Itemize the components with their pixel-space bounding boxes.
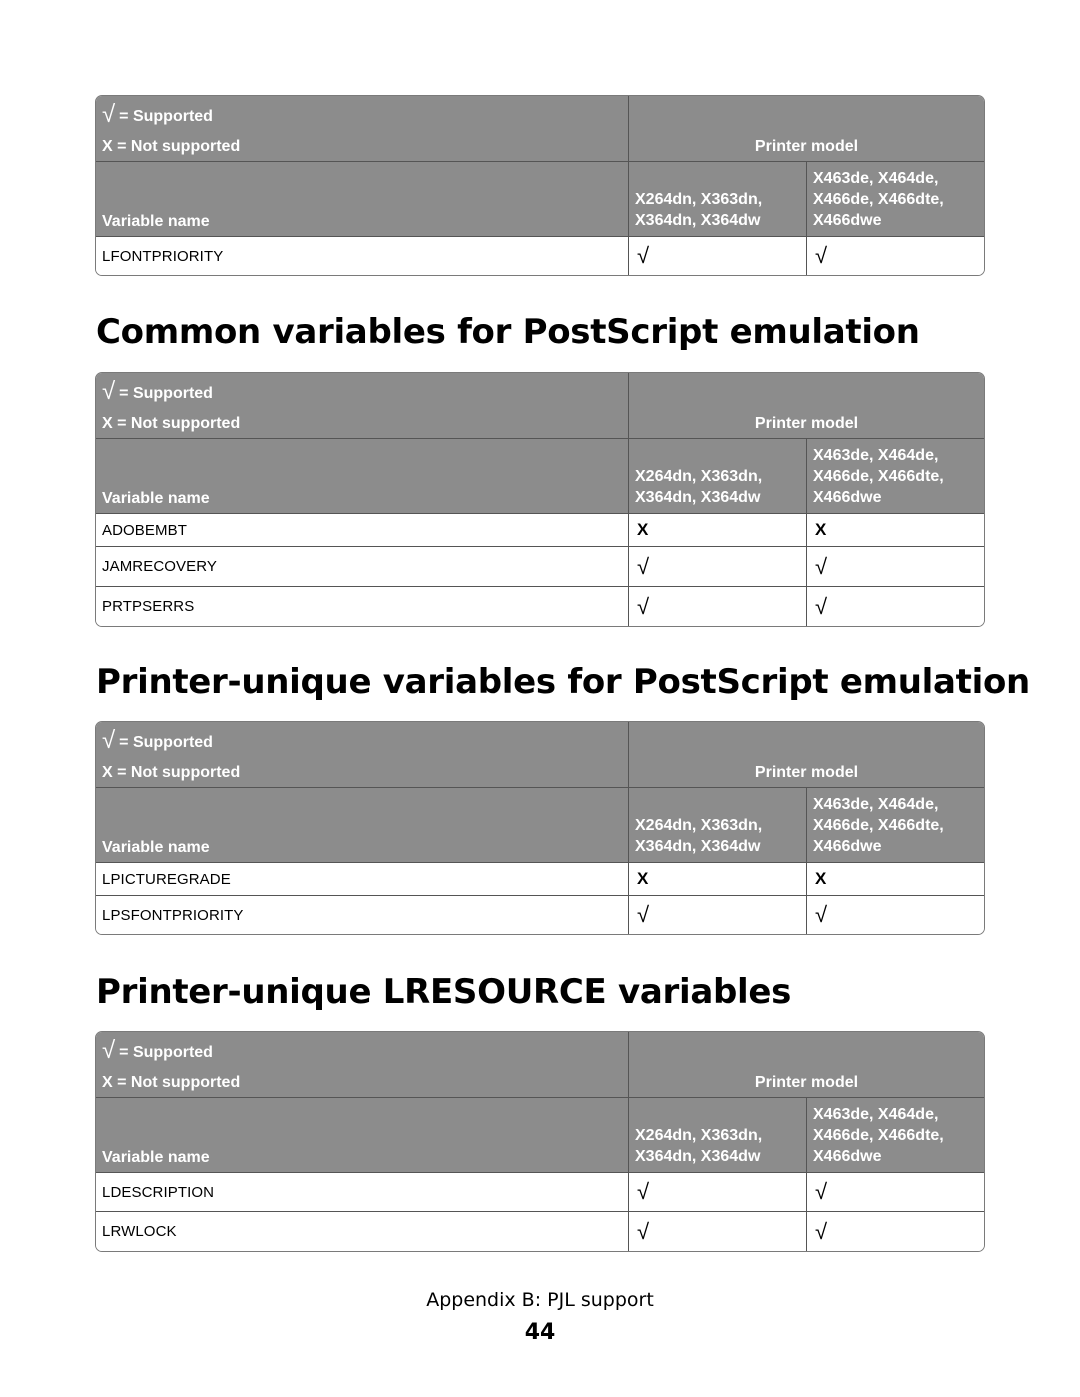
variable-name: LPSFONTPRIORITY	[102, 906, 244, 924]
table-row	[96, 1212, 984, 1251]
table-row	[96, 237, 984, 275]
table-header-columns-row	[96, 788, 984, 863]
check-icon: √	[102, 378, 116, 405]
variable-name: LRWLOCK	[102, 1223, 177, 1240]
table-header-legend-row	[96, 722, 984, 788]
printer-model-header: Printer model	[754, 415, 859, 432]
table-header-legend-row	[96, 96, 984, 162]
table-header-legend-row	[96, 1032, 984, 1098]
page-number: 44	[524, 1320, 556, 1345]
model-a-header: X264dn, X363dn, X364dn, X364dw	[629, 788, 807, 862]
check-icon: √	[102, 1037, 116, 1064]
variable-name: LDESCRIPTION	[102, 1183, 215, 1201]
model-a-header: X264dn, X363dn, X364dn, X364dw	[629, 439, 807, 513]
legend-not-supported: X = Not supported	[102, 415, 241, 432]
table-header-columns-row	[96, 162, 984, 237]
table-row	[96, 863, 984, 896]
table-row	[96, 896, 984, 934]
support-mark: X	[637, 520, 649, 539]
support-table-pjl	[95, 95, 985, 276]
support-table-ps-common	[95, 372, 985, 627]
variable-name-header: Variable name	[96, 1098, 629, 1172]
variable-name-header: Variable name	[96, 439, 629, 513]
check-icon: √	[102, 101, 116, 128]
variable-name: ADOBEMBT	[102, 521, 187, 539]
legend-supported: √ = Supported	[102, 378, 213, 405]
legend-cell	[96, 1032, 629, 1097]
support-mark: √	[815, 593, 828, 619]
legend-cell	[96, 722, 629, 787]
support-mark: √	[637, 243, 650, 268]
table-header-columns-row	[96, 439, 984, 514]
support-table-ps-unique	[95, 721, 985, 935]
section-heading: Printer-unique LRESOURCE variables	[96, 972, 792, 1012]
support-mark: √	[815, 1218, 828, 1244]
support-mark: √	[815, 553, 828, 579]
printer-model-header: Printer model	[754, 764, 859, 781]
legend-supported: √ = Supported	[102, 1037, 213, 1064]
variable-name: LFONTPRIORITY	[102, 247, 224, 265]
support-mark: √	[637, 902, 650, 927]
model-a-header: X264dn, X363dn, X364dn, X364dw	[629, 1098, 807, 1172]
support-mark: √	[637, 1218, 650, 1244]
model-b-header: X463de, X464de, X466de, X466dte, X466dwe	[813, 796, 944, 855]
support-mark: √	[637, 593, 650, 619]
model-a-header: X264dn, X363dn, X364dn, X364dw	[629, 162, 807, 236]
section-heading: Common variables for PostScript emulation	[96, 312, 920, 352]
legend-not-supported: X = Not supported	[102, 1074, 241, 1091]
support-mark: X	[637, 869, 649, 888]
support-table-lresource	[95, 1031, 985, 1252]
legend-cell	[96, 373, 629, 438]
legend-cell	[96, 96, 629, 161]
check-icon: √	[102, 727, 116, 754]
variable-name: JAMRECOVERY	[102, 558, 218, 575]
legend-supported: √ = Supported	[102, 101, 213, 128]
printer-model-header: Printer model	[754, 138, 859, 155]
model-b-header: X463de, X464de, X466de, X466dte, X466dwe	[813, 1106, 944, 1165]
table-row	[96, 587, 984, 626]
footer-section-label: Appendix B: PJL support	[426, 1289, 654, 1311]
support-mark: X	[815, 869, 827, 888]
table-row	[96, 547, 984, 587]
support-mark: √	[815, 902, 828, 927]
support-mark: √	[815, 243, 828, 268]
table-header-legend-row	[96, 373, 984, 439]
table-header-columns-row	[96, 1098, 984, 1173]
variable-name: LPICTUREGRADE	[102, 870, 231, 888]
variable-name-header: Variable name	[96, 162, 629, 236]
printer-model-header: Printer model	[754, 1074, 859, 1091]
legend-supported: √ = Supported	[102, 727, 213, 754]
variable-name-header: Variable name	[96, 788, 629, 862]
legend-not-supported: X = Not supported	[102, 764, 241, 781]
table-row	[96, 514, 984, 547]
support-mark: √	[815, 1179, 828, 1204]
support-mark: √	[637, 1179, 650, 1204]
model-b-header: X463de, X464de, X466de, X466dte, X466dwe	[813, 447, 944, 506]
model-b-header: X463de, X464de, X466de, X466dte, X466dwe	[813, 170, 944, 229]
legend-not-supported: X = Not supported	[102, 138, 241, 155]
table-row	[96, 1173, 984, 1212]
section-heading: Printer-unique variables for PostScript emulation	[96, 662, 1030, 702]
variable-name: PRTPSERRS	[102, 598, 195, 615]
support-mark: √	[637, 553, 650, 579]
support-mark: X	[815, 520, 827, 539]
